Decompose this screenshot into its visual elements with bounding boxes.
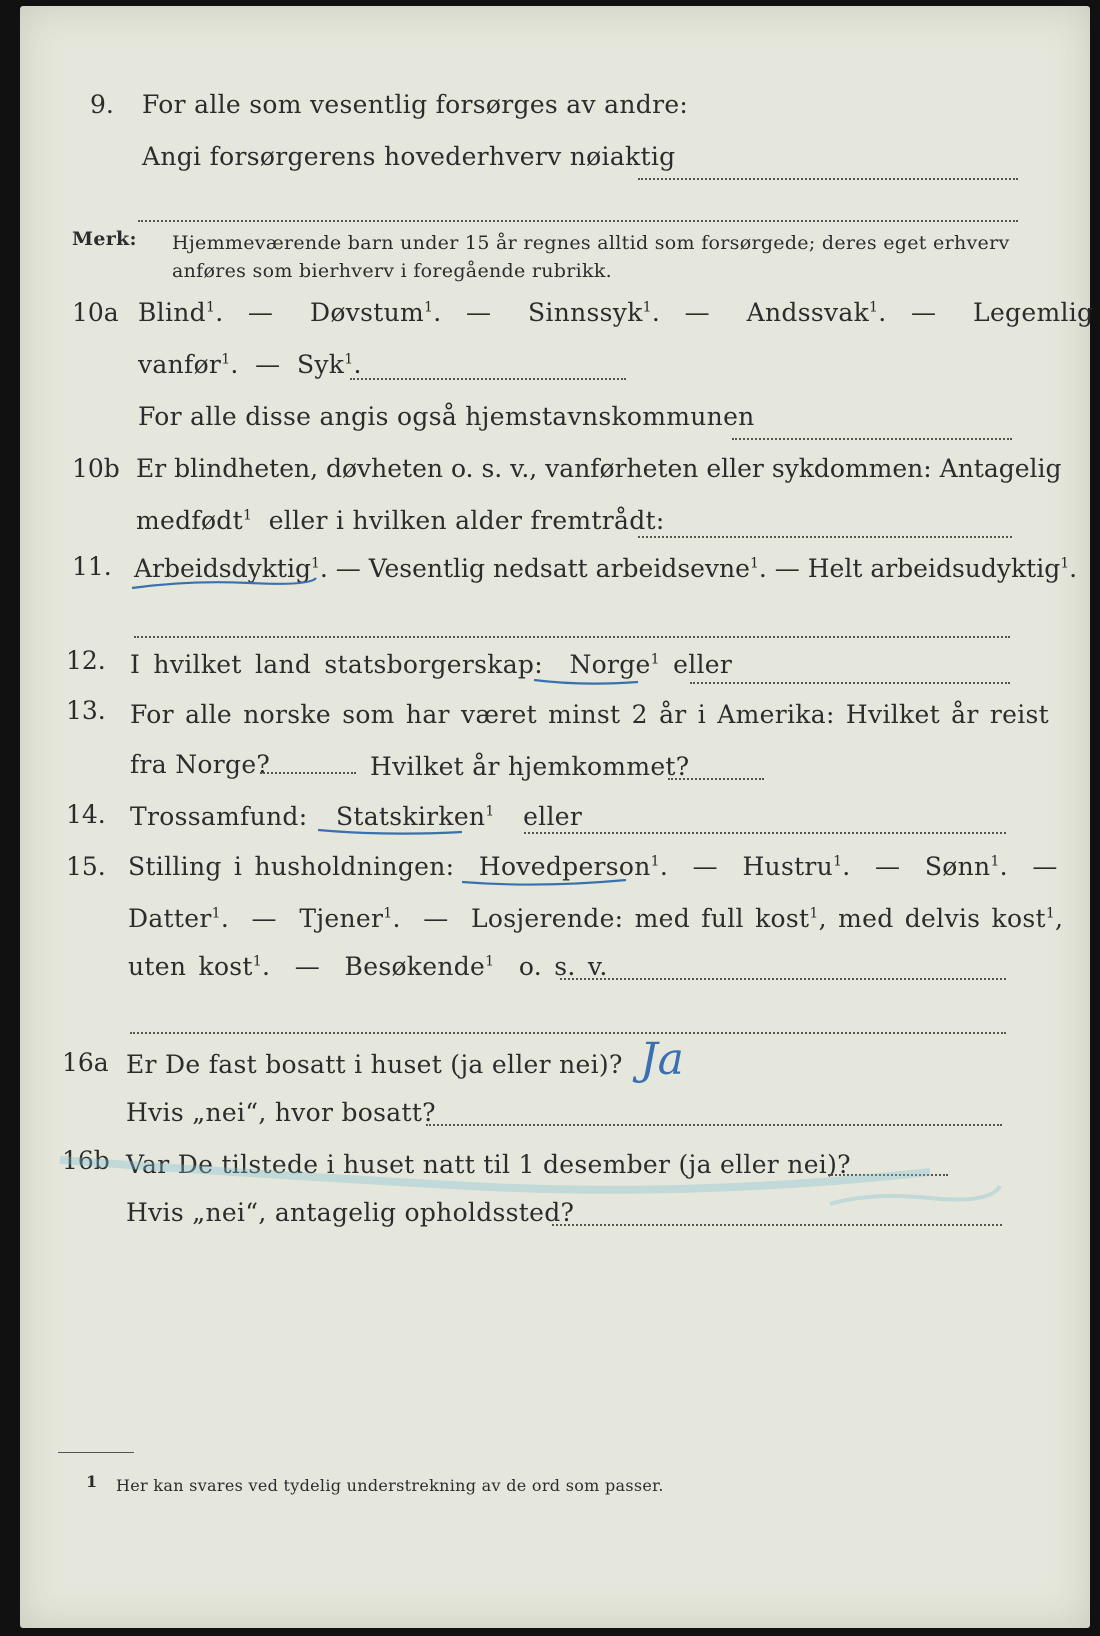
q16a-number: 16a: [62, 1048, 109, 1077]
q10a-line1: Blind$^1$. — Døvstum$^1$. — Sinnssyk$^1$. — Andssvak$^1$. — Legemlig: [138, 298, 1094, 327]
q10a-hjemstavn-line[interactable]: [732, 438, 1012, 440]
q10b-line2-rest: eller i hvilken alder fremtrådt:: [268, 506, 665, 535]
q16a-line1: Er De fast bosatt i huset (ja eller nei)?: [126, 1050, 623, 1079]
q13-number: 13.: [66, 696, 106, 725]
option-dovstum[interactable]: Døvstum: [309, 298, 424, 327]
q10a-line3: For alle disse angis også hjemstavnskommunen: [138, 402, 755, 431]
merk-line1: Hjemmeværende barn under 15 år regnes alltid som forsørgede; deres eget erhverv: [172, 232, 1010, 254]
q14-text: Trossamfund:: [130, 802, 308, 831]
q10b-line2: medfødt$^1$ eller i hvilken alder fremtrådt:: [136, 506, 665, 535]
q9-answer-line-2[interactable]: [138, 220, 1018, 222]
option-statskirken[interactable]: Statskirken: [335, 802, 486, 831]
option-hustru[interactable]: Hustru: [742, 852, 834, 881]
footnote-mark: 1: [86, 1472, 98, 1491]
q14-pen-underline: [316, 824, 466, 840]
q9-answer-line[interactable]: [638, 178, 1018, 180]
q16a-handwritten-answer: Ja: [640, 1034, 684, 1085]
q13-hjemkommet-line[interactable]: [668, 778, 764, 780]
option-sinnssyk[interactable]: Sinnssyk: [527, 298, 643, 327]
q13-reist-line[interactable]: [260, 772, 356, 774]
q16a-line2: Hvis „nei“, hvor bosatt?: [126, 1098, 436, 1127]
q14-line: Trossamfund: Statskirken$^1$ eller: [130, 802, 583, 831]
option-uten-kost[interactable]: uten kost: [128, 952, 253, 981]
option-tjener[interactable]: Tjener: [299, 904, 384, 933]
q13-line1: For alle norske som har været minst 2 år i Amerika: Hvilket år reist: [130, 700, 1050, 729]
q10b-number: 10b: [72, 454, 120, 483]
option-norge[interactable]: Norge: [569, 650, 651, 679]
q15-text: Stilling i husholdningen:: [128, 852, 455, 881]
q12-pen-underline: [532, 674, 644, 690]
q13-hjemkommet: Hvilket år hjemkommet?: [370, 752, 690, 781]
q10b-answer-line[interactable]: [638, 536, 1012, 538]
option-medfodt[interactable]: medfødt: [136, 506, 243, 535]
q9-line1: For alle som vesentlig forsørges av andre:: [142, 90, 689, 119]
q9-number: 9.: [90, 90, 114, 119]
merk-label: Merk:: [72, 228, 137, 250]
q16b-number: 16b: [62, 1146, 110, 1175]
q15-pen-underline: [460, 874, 630, 892]
q15-line3: uten kost$^1$. — Besøkende$^1$ o. s. v.: [128, 952, 608, 981]
option-besokende[interactable]: Besøkende: [344, 952, 486, 981]
option-datter[interactable]: Datter: [128, 904, 212, 933]
option-hovedperson[interactable]: Hovedperson: [478, 852, 651, 881]
option-syk[interactable]: Syk: [296, 350, 345, 379]
q13-fra-norge: fra Norge?: [130, 750, 271, 779]
merk-line2: anføres som bierhverv i foregående rubrikk.: [172, 260, 612, 282]
q16b-line1: Var De tilstede i huset natt til 1 desember (ja eller nei)?: [126, 1150, 851, 1179]
q15-number: 15.: [66, 852, 106, 881]
q14-eller: eller: [523, 802, 583, 831]
q11-pen-underline: [130, 574, 320, 592]
footnote-rule: [58, 1452, 134, 1453]
option-arbeidsdyktig[interactable]: Arbeidsdyktig: [134, 554, 311, 583]
q12-eller: eller: [673, 650, 733, 679]
q12-line: I hvilket land statsborgerskap: Norge$^1$ eller: [130, 650, 733, 679]
q11-line1: Arbeidsdyktig$^1$. — Vesentlig nedsatt arbeidsevne$^1$. — Helt arbeidsudyktig$^1$.: [134, 554, 1078, 583]
q10b-line1: Er blindheten, døvheten o. s. v., vanførheten eller sykdommen: Antagelig: [136, 454, 1062, 483]
q12-answer-line[interactable]: [690, 682, 1010, 684]
q15-line2: Datter$^1$. — Tjener$^1$. — Losjerende: med full kost$^1$, med delvis kost$^1$,: [128, 904, 1064, 933]
option-legemlig[interactable]: Legemlig: [973, 298, 1094, 327]
q15-osv: o. s. v.: [518, 952, 608, 981]
footnote-text: Her kan svares ved tydelig understrekning av de ord som passer.: [116, 1476, 664, 1495]
option-andssvak[interactable]: Andssvak: [746, 298, 870, 327]
q16b-line2: Hvis „nei“, antagelig opholdssted?: [126, 1198, 575, 1227]
q10a-syk-line[interactable]: [350, 378, 626, 380]
q15-answer-line[interactable]: [560, 978, 1006, 980]
q12-text: I hvilket land statsborgerskap:: [130, 650, 543, 679]
q11-answer-line[interactable]: [134, 636, 1010, 638]
q15-line1: Stilling i husholdningen: Hovedperson$^1$. — Hustru$^1$. — Sønn$^1$. —: [128, 852, 1058, 881]
q12-number: 12.: [66, 646, 106, 675]
q14-number: 14.: [66, 800, 106, 829]
q15-answer-line-2[interactable]: [130, 1032, 1006, 1034]
q11-number: 11.: [72, 552, 112, 581]
option-delvis-kost[interactable]: med delvis kost: [838, 904, 1046, 933]
option-vanfor[interactable]: vanfør: [138, 350, 222, 379]
blue-ink-smudge: [50, 1126, 1010, 1266]
census-form-page: [20, 6, 1094, 1628]
q10a-line2: vanfør$^1$. — Syk$^1$.: [138, 350, 362, 379]
option-vesentlig-nedsatt[interactable]: Vesentlig nedsatt arbeidsevne: [368, 554, 750, 583]
option-blind[interactable]: Blind: [138, 298, 206, 327]
option-helt-udyktig[interactable]: Helt arbeidsudyktig: [807, 554, 1061, 583]
q10a-number: 10a: [72, 298, 119, 327]
option-sonn[interactable]: Sønn: [924, 852, 991, 881]
option-losjerende-full-kost[interactable]: Losjerende: med full kost: [471, 904, 810, 933]
q14-answer-line[interactable]: [524, 832, 1006, 834]
q9-line2: Angi forsørgerens hovederhverv nøiaktig: [142, 142, 676, 171]
